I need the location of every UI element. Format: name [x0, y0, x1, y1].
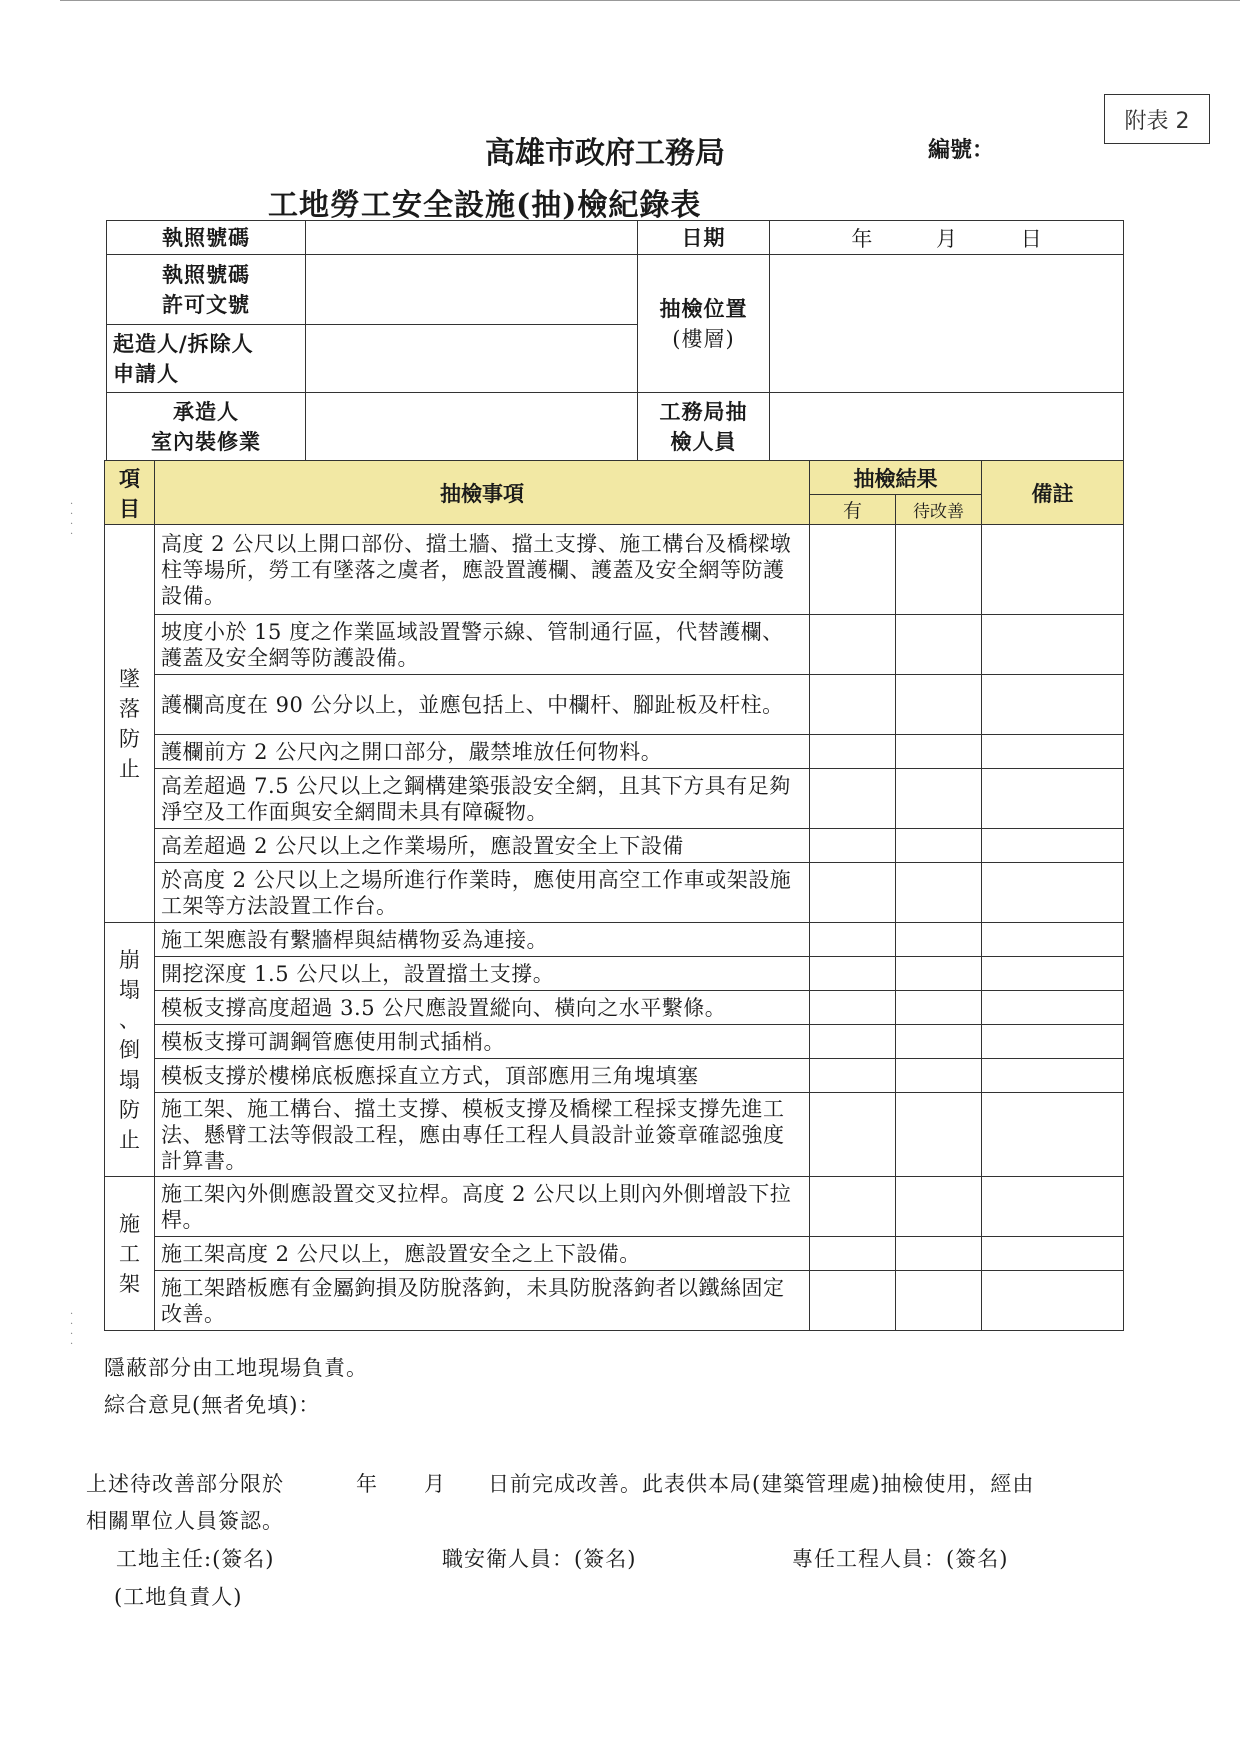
matters-column-header: 抽檢事項: [155, 461, 810, 525]
remark-cell[interactable]: [982, 615, 1124, 675]
category-char: 、: [119, 1007, 140, 1032]
deadline-month: 月: [424, 1472, 446, 1496]
inspection-table: [104, 460, 1124, 1331]
inspection-item-text: 施工架、施工構台、擋土支撐、模板支撐及橋樑工程採支撐先進工法、懸臂工法等假設工程，應由專任工程人員設計並簽章確認強度計算書。: [155, 1093, 810, 1177]
table-row: [105, 1059, 1124, 1093]
scan-specks-top: · · · ·: [70, 499, 74, 540]
result-pending-cell[interactable]: [896, 1093, 982, 1177]
result-pending-cell[interactable]: [896, 769, 982, 829]
deadline-text-start: 上述待改善部分限於: [86, 1472, 284, 1496]
remark-cell[interactable]: [982, 525, 1124, 615]
result-yes-cell[interactable]: [810, 675, 896, 735]
table-row: [105, 923, 1124, 957]
result-pending-cell[interactable]: [896, 1177, 982, 1237]
result-pending-cell[interactable]: [896, 615, 982, 675]
table-row: [105, 615, 1124, 675]
remark-cell[interactable]: [982, 991, 1124, 1025]
item-column-header: 項 目: [105, 461, 155, 525]
license-permit-field[interactable]: [306, 255, 638, 325]
result-yes-cell[interactable]: [810, 957, 896, 991]
applicant-field[interactable]: [306, 325, 638, 393]
page-top-edge: [60, 0, 1240, 1]
remark-cell[interactable]: [982, 957, 1124, 991]
result-yes-cell[interactable]: [810, 991, 896, 1025]
remark-cell[interactable]: [982, 923, 1124, 957]
result-yes-cell[interactable]: [810, 1025, 896, 1059]
remark-cell[interactable]: [982, 1059, 1124, 1093]
annex-label: 附表 2: [1104, 94, 1210, 144]
result-pending-cell[interactable]: [896, 735, 982, 769]
remark-column-header: 備註: [982, 461, 1124, 525]
table-row: [105, 829, 1124, 863]
table-row: [105, 525, 1124, 615]
category-char: 崩: [119, 947, 140, 972]
remark-cell[interactable]: [982, 829, 1124, 863]
safety-officer-signature[interactable]: 職安衛人員：(簽名): [442, 1547, 637, 1571]
inspection-location-label: 抽檢位置 (樓層): [638, 255, 770, 393]
category-cell: [105, 1177, 155, 1331]
result-pending-cell[interactable]: [896, 1059, 982, 1093]
remark-cell[interactable]: [982, 1177, 1124, 1237]
result-yes-cell[interactable]: [810, 829, 896, 863]
inspection-item-text: 施工架應設有繫牆桿與結構物妥為連接。: [155, 923, 810, 957]
result-pending-cell[interactable]: [896, 1237, 982, 1271]
inspection-item-text: 開挖深度 1.5 公尺以上，設置擋土支撐。: [155, 957, 810, 991]
inspector-label: 工務局抽 檢人員: [638, 393, 770, 461]
result-yes-cell[interactable]: [810, 863, 896, 923]
result-yes-cell[interactable]: [810, 1093, 896, 1177]
inspection-item-text: 護欄前方 2 公尺內之開口部分，嚴禁堆放任何物料。: [155, 735, 810, 769]
inspection-item-text: 高度 2 公尺以上開口部份、擋土牆、擋土支撐、施工構台及橋樑墩柱等場所，勞工有墜落之虞者，應設置護欄、護蓋及安全網等防護設備。: [155, 525, 810, 615]
category-char: 防: [119, 1097, 140, 1122]
deadline-year: 年: [356, 1472, 378, 1496]
deadline-text-end: 日前完成改善。此表供本局(建築管理處)抽檢使用，經由: [488, 1472, 1035, 1496]
table-row: [105, 991, 1124, 1025]
site-director-signature[interactable]: 工地主任:(簽名): [116, 1547, 275, 1571]
applicant-label: 起造人/拆除人 申請人: [107, 325, 306, 393]
contractor-label: 承造人 室內裝修業: [107, 393, 306, 461]
remark-cell[interactable]: [982, 735, 1124, 769]
category-char: 塌: [119, 1067, 140, 1092]
result-pending-header: 待改善: [896, 495, 982, 525]
table-row: [105, 675, 1124, 735]
inspection-item-text: 高差超過 2 公尺以上之作業場所，應設置安全上下設備: [155, 829, 810, 863]
result-pending-cell[interactable]: [896, 675, 982, 735]
inspection-item-text: 模板支撐於樓梯底板應採直立方式，頂部應用三角塊填塞: [155, 1059, 810, 1093]
inspection-item-text: 施工架高度 2 公尺以上，應設置安全之上下設備。: [155, 1237, 810, 1271]
category-char: 止: [119, 1127, 140, 1152]
result-yes-header: 有: [810, 495, 896, 525]
table-row: [105, 1025, 1124, 1059]
category-char: 墜: [119, 666, 140, 691]
category-cell: [105, 923, 155, 1177]
date-label: 日期: [638, 221, 770, 255]
result-yes-cell[interactable]: [810, 923, 896, 957]
table-row: [105, 1093, 1124, 1177]
date-field[interactable]: [770, 221, 1124, 255]
hidden-parts-note: 隱蔽部分由工地現場負責。: [104, 1356, 368, 1380]
category-char: 工: [119, 1241, 140, 1266]
inspection-item-text: 高差超過 7.5 公尺以上之鋼構建築張設安全網，且其下方具有足夠淨空及工作面與安全網間未具有障礙物。: [155, 769, 810, 829]
category-char: 架: [119, 1271, 140, 1296]
result-pending-cell[interactable]: [896, 829, 982, 863]
category-char: 塌: [119, 977, 140, 1002]
serial-number-label: 編號：: [928, 137, 995, 163]
result-pending-cell[interactable]: [896, 991, 982, 1025]
remark-cell[interactable]: [982, 769, 1124, 829]
result-yes-cell[interactable]: [810, 1177, 896, 1237]
result-yes-cell[interactable]: [810, 769, 896, 829]
result-pending-cell[interactable]: [896, 923, 982, 957]
deadline-text-sign: 相關單位人員簽認。: [86, 1509, 284, 1533]
organization-name: 高雄市政府工務局: [485, 136, 725, 171]
remark-cell[interactable]: [982, 1271, 1124, 1331]
remark-cell[interactable]: [982, 675, 1124, 735]
result-pending-cell[interactable]: [896, 1025, 982, 1059]
comprehensive-comments-label: 綜合意見(無者免填)：: [104, 1393, 321, 1417]
result-yes-cell[interactable]: [810, 1271, 896, 1331]
date-day: 日: [1020, 226, 1042, 251]
result-pending-cell[interactable]: [896, 1271, 982, 1331]
result-yes-cell[interactable]: [810, 1237, 896, 1271]
table-row: [105, 769, 1124, 829]
category-char: 落: [119, 696, 140, 721]
result-yes-cell[interactable]: [810, 525, 896, 615]
inspection-item-text: 施工架內外側應設置交叉拉桿。高度 2 公尺以上則內外側增設下拉桿。: [155, 1177, 810, 1237]
result-pending-cell[interactable]: [896, 863, 982, 923]
site-responsible-label: (工地負責人): [114, 1585, 243, 1609]
license-permit-label: 執照號碼 許可文號: [107, 255, 306, 325]
category-char: 防: [119, 726, 140, 751]
table-row: [105, 957, 1124, 991]
result-pending-cell[interactable]: [896, 957, 982, 991]
remark-cell[interactable]: [982, 1237, 1124, 1271]
table-row: [105, 735, 1124, 769]
remark-cell[interactable]: [982, 863, 1124, 923]
table-row: [105, 1237, 1124, 1271]
remark-cell[interactable]: [982, 1093, 1124, 1177]
result-yes-cell[interactable]: [810, 615, 896, 675]
inspection-item-text: 施工架踏板應有金屬鉤損及防脫落鉤，未具防脫落鉤者以鐵絲固定改善。: [155, 1271, 810, 1331]
inspection-item-text: 模板支撐高度超過 3.5 公尺應設置縱向、橫向之水平繫條。: [155, 991, 810, 1025]
date-year: 年: [851, 226, 873, 251]
engineer-signature[interactable]: 專任工程人員：(簽名): [792, 1547, 1009, 1571]
license-number-field[interactable]: [306, 221, 638, 255]
inspection-item-text: 模板支撐可調鋼管應使用制式插梢。: [155, 1025, 810, 1059]
category-char: 倒: [119, 1037, 140, 1062]
inspector-field[interactable]: [770, 393, 1124, 461]
result-yes-cell[interactable]: [810, 1059, 896, 1093]
inspection-location-field[interactable]: [770, 255, 1124, 393]
form-title: 工地勞工安全設施(抽)檢紀錄表: [268, 188, 702, 223]
contractor-field[interactable]: [306, 393, 638, 461]
result-column-header: 抽檢結果: [810, 461, 982, 495]
table-row: [105, 1177, 1124, 1237]
result-yes-cell[interactable]: [810, 735, 896, 769]
table-row: [105, 1271, 1124, 1331]
date-month: 月: [936, 226, 957, 251]
inspection-item-text: 於高度 2 公尺以上之場所進行作業時，應使用高空工作車或架設施工架等方法設置工作台。: [155, 863, 810, 923]
inspection-item-text: 護欄高度在 90 公分以上，並應包括上、中欄杆、腳趾板及杆柱。: [155, 675, 810, 735]
table-row: [105, 863, 1124, 923]
result-pending-cell[interactable]: [896, 525, 982, 615]
category-char: 施: [119, 1211, 140, 1236]
inspection-item-text: 坡度小於 15 度之作業區域設置警示線、管制通行區，代替護欄、護蓋及安全網等防護設備。: [155, 615, 810, 675]
header-info-table: [106, 220, 1124, 461]
category-cell: [105, 525, 155, 923]
category-char: 止: [119, 756, 140, 781]
remark-cell[interactable]: [982, 1025, 1124, 1059]
scan-specks-bottom: · · · ·: [70, 1309, 74, 1350]
license-number-label: 執照號碼: [107, 221, 306, 255]
